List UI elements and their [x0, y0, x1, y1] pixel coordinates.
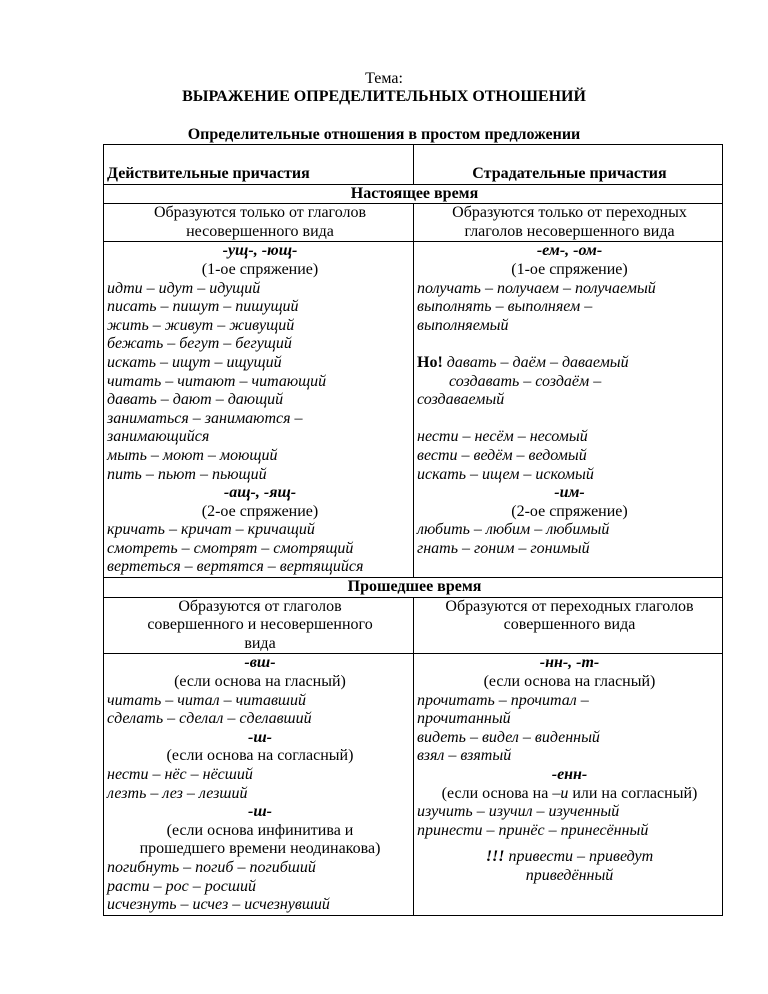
list-item: погибнуть – погиб – погибший [107, 858, 316, 876]
list-item: кричать – кричат – кричащий [107, 521, 315, 539]
condition-label: (если основа инфинитива и [166, 821, 354, 839]
list-item: расти – рос – росший [107, 877, 256, 895]
list-item: вести – ведём – ведомый [417, 446, 587, 464]
list-item: любить – любим – любимый [417, 521, 610, 539]
list-item: пить – пьют – пьющий [107, 465, 267, 483]
note-line: Но! давать – даём – даваемый [417, 353, 629, 371]
list-item: давать – дают – дающий [107, 391, 284, 409]
condition-label: (если основа на согласный) [166, 747, 354, 765]
past-content-row [104, 654, 723, 915]
list-item: бежать – бегут – бегущий [107, 335, 292, 353]
suffix-label: -нн-, -т- [539, 654, 600, 672]
condition-label: (если основа на –и или на согласный) [441, 784, 698, 802]
list-item: сделать – сделал – сделавший [107, 710, 312, 728]
list-item: читать – читают – читающий [107, 372, 327, 390]
suffix-label: -им- [554, 484, 585, 502]
list-item: писать – пишут – пишущий [107, 298, 299, 316]
conjugation-label: (2-ое спряжение) [511, 502, 628, 520]
list-item: прочитанный [417, 710, 511, 728]
past-left-rule: Образуются от глаголов совершенного и несовершенного вида [104, 597, 414, 654]
list-item: заниматься – занимаются – [107, 409, 303, 427]
list-item: вертеться – вертятся – вертящийся [107, 558, 364, 576]
list-item: выполнять – выполняем – [417, 298, 593, 316]
list-item: прочитать – прочитал – [417, 691, 589, 709]
condition-label: (если основа на гласный) [483, 673, 656, 691]
list-item: мыть – моют – моющий [107, 446, 278, 464]
present-content-row [104, 242, 723, 578]
list-item: видеть – видел – виденный [417, 728, 600, 746]
list-item: читать – читал – читавший [107, 691, 306, 709]
present-section-row [104, 184, 723, 204]
past-section-row [104, 578, 723, 598]
present-right-content [414, 242, 723, 578]
page-title: ВЫРАЖЕНИЕ ОПРЕДЕЛИТЕЛЬНЫХ ОТНОШЕНИЙ [182, 88, 586, 105]
suffix-label: -вш- [244, 654, 276, 672]
suffix-label: -ш- [248, 728, 272, 746]
past-rule-row [104, 597, 723, 654]
present-left-content [104, 242, 414, 578]
list-item: занимающийся [107, 428, 210, 446]
note-line: приведённый [525, 866, 614, 884]
list-item: исчезнуть – исчез – исчезнувший [107, 896, 330, 914]
suffix-label: -ш- [248, 803, 272, 821]
suffix-label: -ащ-, -ящ- [223, 484, 297, 502]
list-item: искать – ищут – ищущий [107, 353, 282, 371]
present-section-label: Настоящее время [104, 184, 723, 204]
note-label: Но! [417, 353, 443, 371]
list-item: изучить – изучил – изученный [417, 803, 620, 821]
col-header-active: Действительные причастия [104, 145, 414, 185]
participles-table [103, 144, 723, 916]
condition-label: прошедшего времени неодинакова) [139, 840, 381, 858]
present-right-rule: Образуются только от переходных глаголов несовершенного вида [414, 204, 723, 242]
table-header-row [104, 145, 723, 185]
present-rule-row [104, 204, 723, 242]
list-item: принести – принёс – принесённый [417, 821, 649, 839]
present-left-rule: Образуются только от глаголов несовершенного вида [104, 204, 414, 242]
list-item: жить – живут – живущий [107, 316, 295, 334]
list-item: взял – взятый [417, 747, 512, 765]
list-item: лезть – лез – лезший [107, 784, 248, 802]
list-item: смотреть – смотрят – смотрящий [107, 539, 354, 557]
list-item: идти – идут – идущий [107, 279, 261, 297]
list-item: получать – получаем – получаемый [417, 279, 656, 297]
suffix-label: -ем-, -ом- [536, 242, 603, 260]
col-header-passive: Страдательные причастия [414, 145, 723, 185]
past-right-content [414, 654, 723, 915]
suffix-label: -енн- [551, 766, 588, 783]
past-section-label: Прошедшее время [104, 578, 723, 598]
topic-label: Тема: [365, 70, 403, 87]
list-item: искать – ищем – искомый [417, 465, 594, 483]
suffix-label: -ущ-, -ющ- [222, 242, 298, 260]
list-item: гнать – гоним – гонимый [417, 539, 590, 557]
past-right-rule: Образуются от переходных глаголов совершенного вида [414, 597, 723, 654]
note-label: !!! [485, 848, 505, 866]
note-line: создаваемый [417, 391, 505, 409]
past-left-content [104, 654, 414, 915]
list-item: нести – нёс – нёсший [107, 766, 253, 783]
conjugation-label: (2-ое спряжение) [201, 502, 319, 520]
list-item: нести – несём – несомый [417, 428, 588, 446]
note-line: создавать – создаём – [449, 372, 602, 390]
page-subtitle: Определительные отношения в простом предложении [187, 126, 581, 143]
condition-label: (если основа на гласный) [174, 673, 346, 691]
conjugation-label: (1-ое спряжение) [201, 260, 319, 278]
list-item: выполняемый [417, 316, 509, 334]
note-line: !!! привести – приведут [485, 848, 654, 866]
conjugation-label: (1-ое спряжение) [511, 260, 628, 278]
